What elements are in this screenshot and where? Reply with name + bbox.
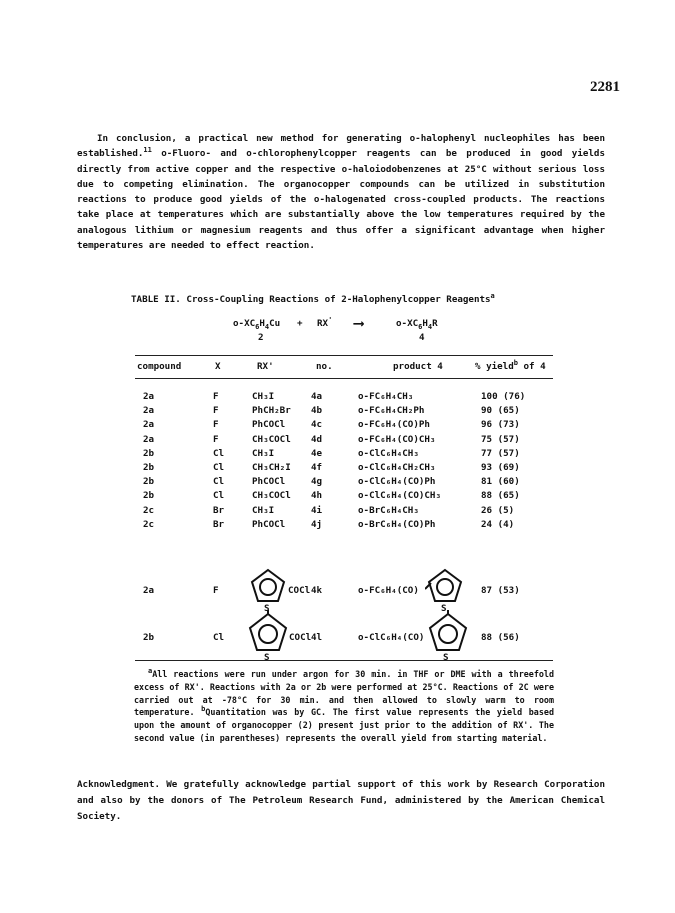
- cell-x: Cl: [213, 476, 225, 488]
- cell-yield: 87 (53): [481, 585, 520, 596]
- scheme-label-reactant: 2: [258, 332, 264, 343]
- cell-compound: 2b: [143, 490, 155, 502]
- cell-no: 4b: [311, 405, 323, 417]
- conclusion-body: o-Fluoro- and o-chlorophenylcopper reagents can be produced in good yields directly from active copper and the respective o-haloiodobenzenes at 25°C without serious loss due to competing elimination. The organocopper compounds can be utilized in substitution reactions to produce good yields of the o-halogenated cross-coupled products. The reactions take place at temperatures which are substantially above the low temperatures required by the analogous lithium or magnesium reagents and thus offer a significant advantage when higher temperatures are needed to effect reaction.: [77, 148, 605, 252]
- acknowledgment-label: Acknowledgment.: [77, 779, 160, 790]
- cell-no: 4g: [311, 476, 323, 488]
- cell-yield: 77 (57): [481, 447, 520, 459]
- header-compound: compound: [137, 361, 182, 372]
- cell-rx-suffix: COCl: [289, 632, 312, 643]
- cell-x: Cl: [213, 462, 225, 473]
- cell-x: F: [213, 585, 219, 596]
- cell-product-prefix: o-ClC₆H₄(CO): [358, 632, 425, 643]
- cell-no: 4h: [311, 490, 323, 502]
- table-row: [0, 448, 675, 462]
- ring-heteroatom: S: [441, 603, 447, 614]
- cell-no: 4c: [311, 419, 323, 431]
- cell-yield: 88 (65): [481, 490, 520, 502]
- cell-rx: PhCOCl: [252, 518, 286, 530]
- cell-rx-suffix: COCl: [288, 585, 311, 596]
- ring-heteroatom: S: [264, 652, 270, 663]
- cell-compound: 2a: [143, 585, 155, 596]
- acknowledgment-paragraph: [77, 777, 605, 825]
- cell-yield: 100 (76): [481, 391, 526, 402]
- scheme-reactant-a: $o-XC_6H_4Cu$: [233, 318, 281, 331]
- reaction-scheme: [0, 314, 675, 368]
- cell-compound: 2b: [143, 462, 155, 473]
- cell-product: o-FC₆H₄(CO)CH₃: [358, 433, 436, 445]
- cell-yield: 96 (73): [481, 419, 520, 431]
- table-footnote: $^a$All reactions were run under argon for 30 min. in THF or DME with a threefold excess of RX'. Reactions with 2a or 2b were performed at 25°C. Reactions of 2C were carried out at -78°C for 30 min. and then allowed to slowly warm to room temperature. $^b$Quantitation was by GC. The first value represents the yield based upon the amount of organocopper (2) present just prior to the addition of RX'. The second value (in parentheses) represents the overall yield from starting material.: [134, 667, 554, 743]
- cell-yield: 93 (69): [481, 462, 520, 473]
- cell-product: o-ClC₆H₄CH₃: [358, 447, 419, 459]
- cell-rx: PhCOCl: [252, 419, 286, 431]
- cell-rx: PhCOCl: [252, 476, 286, 488]
- header-no: no.: [316, 361, 333, 372]
- cell-yield: 81 (60): [481, 476, 520, 488]
- cell-rx: CH₃I: [252, 391, 275, 402]
- cell-no: 4d: [311, 433, 323, 445]
- cell-yield: 90 (65): [481, 405, 520, 417]
- cell-no: 4a: [311, 391, 323, 402]
- conclusion-lead: In conclusion, a practical new method for generating o-halophenyl nucleophiles has been established.: [77, 133, 605, 160]
- cell-x: F: [213, 433, 219, 445]
- cell-product: o-ClC₆H₄(CO)CH₃: [358, 490, 441, 502]
- cell-product: o-BrC₆H₄CH₃: [358, 504, 419, 516]
- cell-rx: CH₃I: [252, 447, 275, 459]
- cell-product: o-FC₆H₄CH₂Ph: [358, 405, 425, 417]
- cell-x: Cl: [213, 447, 225, 459]
- cell-compound: 2b: [143, 447, 155, 459]
- cell-product: o-ClC₆H₄CH₂CH₃: [358, 462, 436, 473]
- scheme-label-product: 4: [419, 332, 425, 343]
- footnote-a: All reactions were run under argon for 30 min. in THF or DME with a threefold excess of RX'. Reactions with 2a or 2b were performed at 25°C. Reactions of 2C were carried out at -78°C for 30 min. and then allowed to slowly warm to room temperature.: [134, 669, 554, 718]
- cell-product-prefix: o-FC₆H₄(CO): [358, 585, 419, 596]
- cell-compound: 2b: [143, 476, 155, 488]
- cell-compound: 2a: [143, 405, 155, 417]
- ring-heteroatom: S: [443, 652, 449, 663]
- cell-no: 4l: [311, 632, 323, 643]
- cell-no: 4k: [311, 585, 323, 596]
- cell-yield: 24 (4): [481, 518, 515, 530]
- table-bottom-rule: [135, 660, 553, 661]
- conclusion-paragraph: [77, 131, 605, 253]
- cell-x: Cl: [213, 490, 225, 502]
- cell-compound: 2a: [143, 391, 155, 402]
- cell-compound: 2c: [143, 504, 155, 516]
- table-row: [0, 405, 675, 419]
- footnote-b: Quantitation was by GC. The first value represents the yield based upon the amount of organocopper (2) present just prior to the addition of RX'. The second value (in parentheses) represents the overall yield from starting material.: [134, 707, 554, 743]
- cell-compound: 2c: [143, 518, 155, 530]
- table-row: [0, 419, 675, 433]
- table-row-thiophene: [0, 610, 675, 663]
- cell-no: 4e: [311, 447, 323, 459]
- table-row: [0, 490, 675, 504]
- table-row: [0, 505, 675, 519]
- cell-x: F: [213, 419, 219, 431]
- cell-compound: 2a: [143, 419, 155, 431]
- cell-compound: 2a: [143, 433, 155, 445]
- header-rx: RX': [257, 361, 274, 372]
- scheme-reactant-b: RX': [317, 315, 333, 329]
- table-row: [0, 391, 675, 405]
- cell-compound: 2b: [143, 632, 155, 643]
- cell-product: o-FC₆H₄CH₃: [358, 391, 414, 402]
- cell-rx: CH₃CH₂I: [252, 462, 291, 473]
- cell-no: 4j: [311, 518, 323, 530]
- cell-x: Br: [213, 518, 225, 530]
- table-row: [0, 519, 675, 533]
- cell-no: 4f: [311, 462, 323, 473]
- cell-x: Cl: [213, 632, 225, 643]
- cell-rx: CH₃COCl: [252, 433, 291, 445]
- cell-x: F: [213, 391, 219, 402]
- header-yield: % yield$^b$ of 4: [475, 358, 546, 372]
- reference-marker: 11: [143, 146, 152, 155]
- page-number: 2281: [590, 79, 620, 95]
- cell-yield: 88 (56): [481, 632, 520, 643]
- table-row: [0, 434, 675, 448]
- scheme-plus: +: [297, 318, 303, 329]
- cell-yield: 26 (5): [481, 504, 515, 516]
- cell-rx: CH₃COCl: [252, 490, 291, 502]
- scheme-product: $o-XC_6H_4R$: [396, 318, 438, 331]
- table-row: [0, 462, 675, 476]
- cell-rx: PhCH₂Br: [252, 405, 291, 417]
- cell-product: o-FC₆H₄(CO)Ph: [358, 419, 430, 431]
- cell-no: 4i: [311, 504, 323, 516]
- ring-heteroatom: S: [264, 603, 270, 614]
- table-header-rule: [135, 378, 553, 379]
- cell-product: o-BrC₆H₄(CO)Ph: [358, 518, 436, 530]
- cell-rx: CH₃I: [252, 504, 275, 516]
- acknowledgment-text: We gratefully acknowledge partial support of this work by Research Corporation and also by the donors of The Petroleum Research Fund, administered by the American Chemical Society.: [77, 779, 605, 822]
- cell-product: o-ClC₆H₄(CO)Ph: [358, 476, 436, 488]
- cell-x: F: [213, 405, 219, 417]
- table-top-rule: [135, 355, 553, 356]
- table-row: [0, 476, 675, 490]
- cell-yield: 75 (57): [481, 433, 520, 445]
- cell-x: Br: [213, 504, 225, 516]
- scheme-arrow: ⟶: [354, 314, 364, 332]
- header-product: product 4: [393, 361, 443, 372]
- header-x: X: [215, 361, 221, 372]
- table-title: TABLE II. Cross-Coupling Reactions of 2-Halophenylcopper Reagents$^a$: [131, 291, 495, 305]
